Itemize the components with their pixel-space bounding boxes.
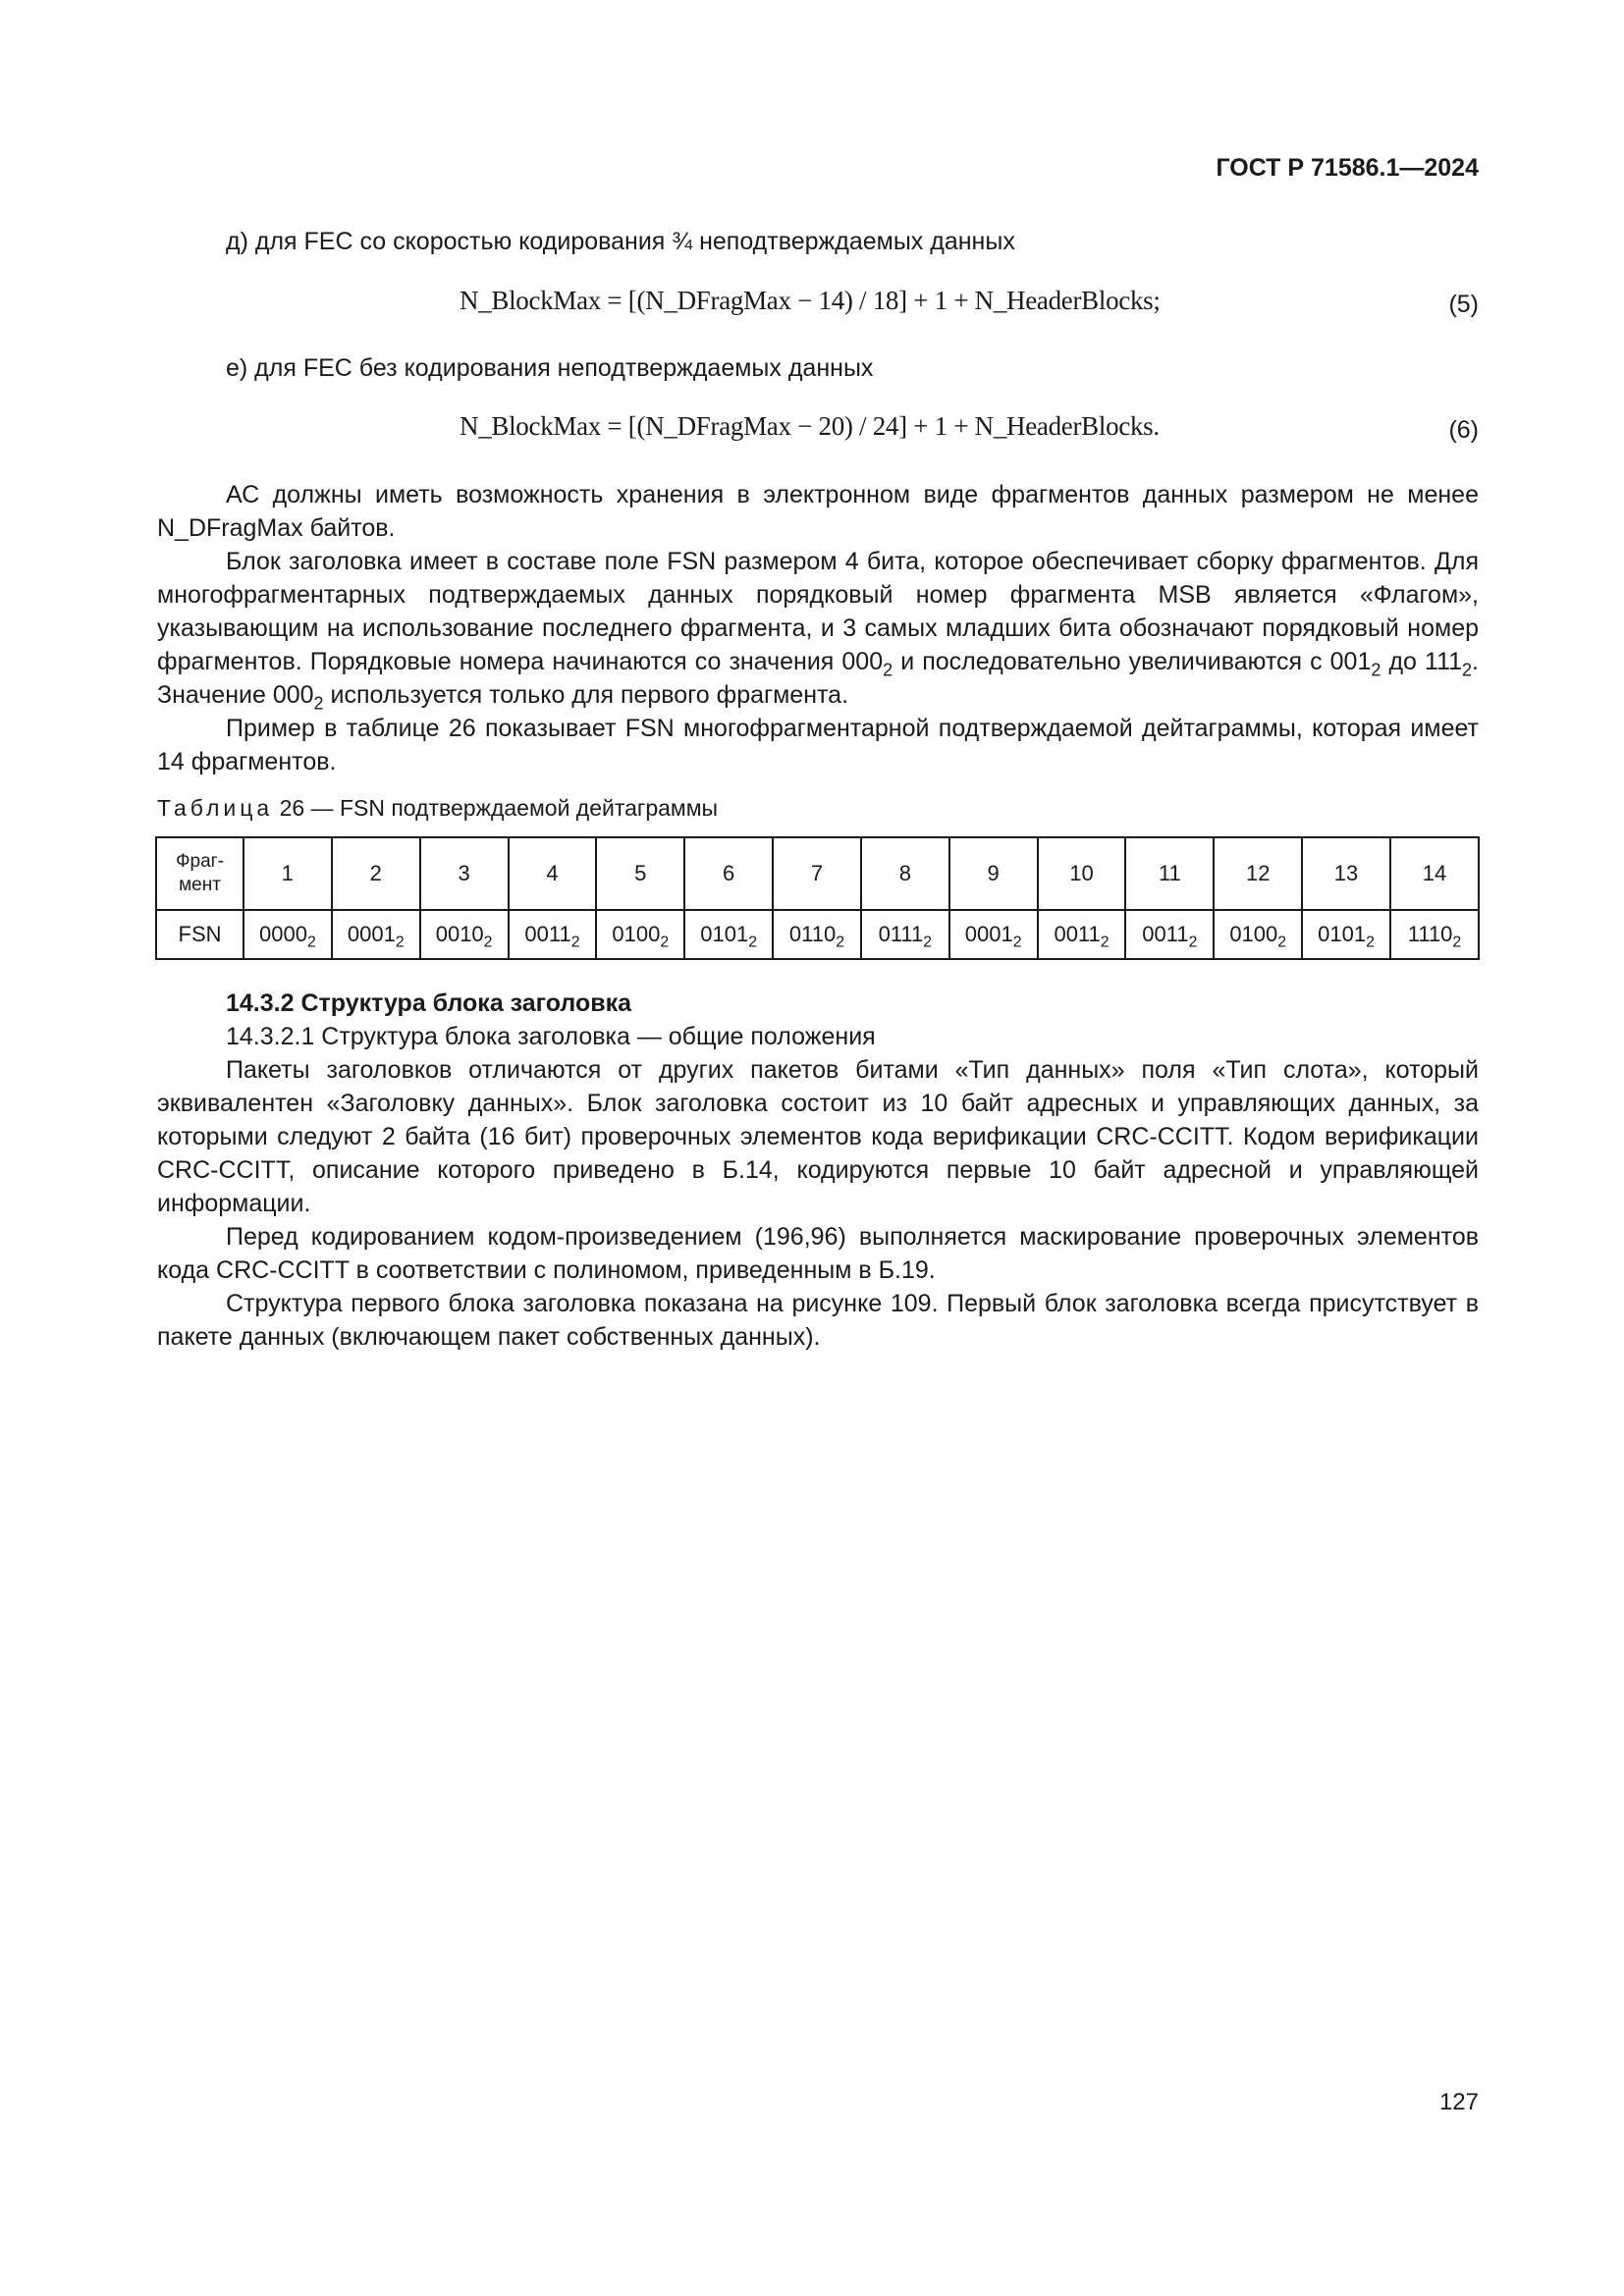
fsn-subscript: 2 <box>748 934 758 951</box>
fsn-subscript: 2 <box>306 934 316 951</box>
fsn-value: 0110 <box>788 922 837 946</box>
fsn-value-cell <box>1214 910 1302 959</box>
fragment-number-cell: 10 <box>1038 837 1126 910</box>
fragment-number-cell: 7 <box>773 837 861 910</box>
table-caption <box>157 795 718 822</box>
subscript-base: 2 <box>883 660 893 680</box>
subscript-base: 2 <box>1462 660 1473 680</box>
binary-value-000-first: 000 <box>272 681 314 709</box>
subscript-base: 2 <box>1371 660 1381 680</box>
binary-value-001: 001 <box>1329 648 1372 675</box>
fsn-value-cell <box>1302 910 1390 959</box>
binary-value-111: 111 <box>1425 648 1463 675</box>
paragraph-fsn <box>157 545 1479 712</box>
fsn-value-cell <box>332 910 420 959</box>
standard-designation: ГОСТ Р 71586.1—2024 <box>1216 154 1479 182</box>
body-text-top <box>157 478 1479 778</box>
fsn-subscript: 2 <box>1452 934 1462 951</box>
fsn-value-cell <box>861 910 949 959</box>
fsn-value-cell <box>244 910 332 959</box>
fsn-subscript: 2 <box>660 934 670 951</box>
fsn-value: 0111 <box>878 922 924 946</box>
fragment-number-cell: 5 <box>596 837 684 910</box>
fsn-value-cell <box>509 910 597 959</box>
fsn-value-cell <box>1390 910 1479 959</box>
paragraph-fsn-text-b: и последовательно увеличиваются с <box>893 648 1330 675</box>
paragraph-storage: АС должны иметь возможность хранения в электронном виде фрагментов данных размером не менее N_DFragMax байтов. <box>157 481 1479 542</box>
fsn-value-cell <box>420 910 509 959</box>
fsn-value-cell <box>684 910 773 959</box>
fsn-value: 0001 <box>964 922 1013 946</box>
fragment-number-cell: 14 <box>1390 837 1479 910</box>
formula-6: N_BlockMax = [(N_DFragMax − 20) / 24] + 1 + N_HeaderBlocks. <box>460 411 1160 441</box>
equation-number-6: (6) <box>1448 416 1479 444</box>
fsn-value: 0011 <box>1142 922 1189 946</box>
paragraph-first-block: Структура первого блока заголовка показана на рисунке 109. Первый блок заголовка всегда присутствует в пакете данных (включающем пакет собственных данных). <box>157 1290 1479 1351</box>
fragment-number-cell: 11 <box>1125 837 1214 910</box>
fragment-number-cell: 6 <box>684 837 773 910</box>
section-14-3-2 <box>157 987 1479 1354</box>
row-header-fragment-text: Фраг- мент <box>176 851 224 895</box>
fsn-subscript: 2 <box>923 934 933 951</box>
fsn-value-cell <box>773 910 861 959</box>
table-caption-label: Таблица <box>157 795 274 821</box>
paragraph-fsn-text-a: Блок заголовка имеет в составе поле FSN размером 4 бита, которое обеспечивает сборку фрагментов. Для многофрагментарных подтверждаемых данных порядковый номер фрагмента MSB является «Флагом», указывающим на использование последнего фрагмента, и 3 самых младших бита обозначают порядковый номер фрагментов. Порядковые номера начинаются со значения <box>157 548 1479 675</box>
subscript-base: 2 <box>313 693 324 714</box>
fragment-number-cell: 2 <box>332 837 420 910</box>
fragment-number-cell: 3 <box>420 837 509 910</box>
fragment-number-cell: 13 <box>1302 837 1390 910</box>
fsn-subscript: 2 <box>836 934 845 951</box>
fsn-value: 0001 <box>347 922 396 946</box>
fsn-value: 0011 <box>1054 922 1101 946</box>
fsn-subscript: 2 <box>1277 934 1287 951</box>
fsn-subscript: 2 <box>1100 934 1110 951</box>
fsn-subscript: 2 <box>1188 934 1198 951</box>
fsn-subscript: 2 <box>1366 934 1375 951</box>
fsn-value: 1110 <box>1407 922 1453 946</box>
fsn-value-cell <box>596 910 684 959</box>
fsn-value-cell <box>1125 910 1214 959</box>
paragraph-fsn-text-c: до <box>1380 648 1426 675</box>
fsn-subscript: 2 <box>570 934 580 951</box>
fragment-number-cell: 4 <box>509 837 597 910</box>
row-header-fsn: FSN <box>156 910 244 959</box>
fragment-number-cell: 1 <box>244 837 332 910</box>
formula-5: N_BlockMax = [(N_DFragMax − 14) / 18] + 1 + N_HeaderBlocks; <box>460 286 1161 315</box>
row-header-fragment <box>156 837 244 910</box>
fsn-value: 0000 <box>259 922 307 946</box>
paragraph-fsn-text-d: . Значение <box>157 648 1479 709</box>
section-heading: 14.3.2 Структура блока заголовка <box>226 989 632 1017</box>
binary-value-000: 000 <box>841 648 884 675</box>
fsn-value-cell <box>949 910 1038 959</box>
fsn-value: 0100 <box>612 922 661 946</box>
page-number: 127 <box>1438 2089 1479 2115</box>
subsection-heading: 14.3.2.1 Структура блока заголовка — общие положения <box>226 1023 876 1050</box>
fsn-value: 0101 <box>1318 922 1367 946</box>
fragment-number-cell: 8 <box>861 837 949 910</box>
table-row-fsn <box>156 910 1479 959</box>
paragraph-example: Пример в таблице 26 показывает FSN многофрагментарной подтверждаемой дейтаграммы, которая имеет 14 фрагментов. <box>157 715 1479 775</box>
equation-number-5: (5) <box>1448 291 1479 318</box>
fsn-value: 0011 <box>524 922 571 946</box>
fsn-subscript: 2 <box>395 934 405 951</box>
paragraph-header-packets: Пакеты заголовков отличаются от других пакетов битами «Тип данных» поля «Тип слота», который эквивалентен «Заголовку данных». Блок заголовка состоит из 10 байт адресных и управляющих данных, за которыми следуют 2 байта (16 бит) проверочных элементов кода верификации CRC-CCITT. Кодом верификации CRC-CCITT, описание которого приведено в Б.14, кодируются первые 10 байт адресной и управляющей информации. <box>157 1056 1479 1217</box>
fsn-value: 0100 <box>1229 922 1278 946</box>
fsn-value: 0010 <box>435 922 484 946</box>
fsn-value-cell <box>1038 910 1126 959</box>
fsn-subscript: 2 <box>483 934 493 951</box>
paragraph-fsn-text-e: используется только для первого фрагмента. <box>323 681 849 709</box>
fsn-value: 0101 <box>700 922 749 946</box>
fsn-subscript: 2 <box>1012 934 1022 951</box>
fragment-number-cell: 12 <box>1214 837 1302 910</box>
table-caption-text: 26 — FSN подтверждаемой дейтаграммы <box>273 795 719 821</box>
fragment-number-cell: 9 <box>949 837 1038 910</box>
list-item-e: е) для FEC без кодирования неподтверждаемых данных <box>226 354 874 382</box>
fsn-table <box>155 836 1480 960</box>
list-item-d: д) для FEC со скоростью кодирования ¾ неподтверждаемых данных <box>226 228 1015 255</box>
paragraph-masking: Перед кодированием кодом-произведением (196,96) выполняется маскирование проверочных элементов кода CRC-CCITT в соответствии с полиномом, приведенным в Б.19. <box>157 1223 1479 1284</box>
table-row-fragments <box>156 837 1479 910</box>
